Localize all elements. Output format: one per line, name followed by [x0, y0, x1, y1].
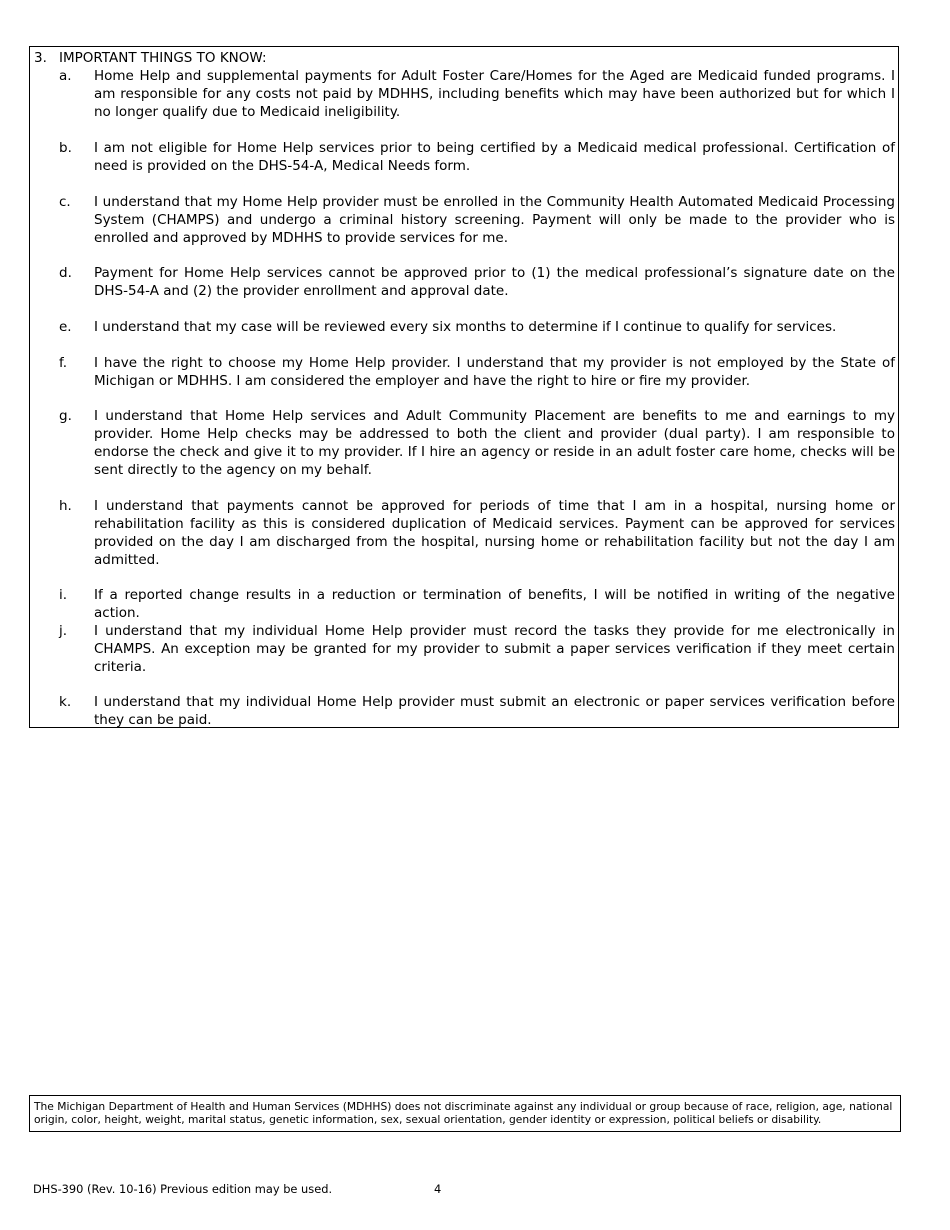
item-text: If a reported change results in a reduction or termination of benefits, I will be notified in writing of the negative action.	[94, 587, 895, 621]
item-text: I am not eligible for Home Help services prior to being certified by a Medicaid medical professional. Certification of need is provided on the DHS-54-A, Medical Needs form.	[94, 140, 895, 174]
nondiscrimination-notice: The Michigan Department of Health and Human Services (MDHHS) does not discriminate against any individual or group because of race, religion, age, national origin, color, height, weight, marital status, genetic information, sex, sexual orientation, gender identity or expression, political beliefs or disability.	[29, 1095, 901, 1132]
item-text: Home Help and supplemental payments for Adult Foster Care/Homes for the Aged are Medicaid funded programs. I am responsible for any costs not paid by MDHHS, including benefits which may have been authorized but for which I no longer qualify due to Medicaid ineligibility.	[94, 68, 895, 120]
item-letter: a.	[59, 68, 72, 84]
list-item-f	[59, 354, 895, 390]
section-number: 3.	[34, 50, 47, 66]
section-heading	[34, 49, 267, 67]
item-letter: k.	[59, 694, 72, 710]
list-item-h	[59, 497, 895, 569]
item-text: I understand that Home Help services and Adult Community Placement are benefits to me and earnings to my provider. Home Help checks may be addressed to both the client and provider (dual party). I am responsible to endorse the check and give it to my provider. If I hire an agency or reside in an adult foster care home, checks will be sent directly to the agency on my behalf.	[94, 408, 895, 478]
item-letter: j.	[59, 623, 68, 639]
list-item-a	[59, 67, 895, 121]
item-letter: i.	[59, 587, 68, 603]
form-number: DHS-390 (Rev. 10-16) Previous edition may be used.	[33, 1182, 333, 1196]
list-item-e	[59, 318, 895, 336]
list-item-g	[59, 407, 895, 479]
list-item-k	[59, 693, 895, 729]
item-letter: e.	[59, 319, 72, 335]
item-text: I understand that my Home Help provider must be enrolled in the Community Health Automated Medicaid Processing System (CHAMPS) and undergo a criminal history screening. Payment will only be made to the provider who is enrolled and approved by MDHHS to provide services for me.	[94, 194, 895, 246]
item-letter: h.	[59, 498, 72, 514]
list-item-b	[59, 139, 895, 175]
item-letter: d.	[59, 265, 72, 281]
item-letter: b.	[59, 140, 72, 156]
item-letter: c.	[59, 194, 71, 210]
list-item-i	[59, 586, 895, 622]
item-letter: g.	[59, 408, 72, 424]
item-text: I understand that my individual Home Help provider must record the tasks they provide for me electronically in CHAMPS. An exception may be granted for my provider to submit a paper services verification if they meet certain criteria.	[94, 623, 895, 675]
list-item-c	[59, 193, 895, 247]
list-item-d	[59, 264, 895, 300]
list-item-j	[59, 622, 895, 676]
item-letter: f.	[59, 355, 68, 371]
item-text: Payment for Home Help services cannot be approved prior to (1) the medical professional’s signature date on the DHS-54-A and (2) the provider enrollment and approval date.	[94, 265, 895, 299]
page-number: 4	[434, 1182, 442, 1196]
important-things-section	[29, 46, 899, 728]
item-text: I understand that my individual Home Help provider must submit an electronic or paper services verification before they can be paid.	[94, 694, 895, 728]
section-title: IMPORTANT THINGS TO KNOW:	[59, 50, 267, 66]
item-text: I have the right to choose my Home Help provider. I understand that my provider is not employed by the State of Michigan or MDHHS. I am considered the employer and have the right to hire or fire my provider.	[94, 355, 895, 389]
item-text: I understand that payments cannot be approved for periods of time that I am in a hospital, nursing home or rehabilitation facility as this is considered duplication of Medicaid services. Payment can be approved for services provided on the day I am discharged from the hospital, nursing home or rehabilitation facility but not the day I am admitted.	[94, 498, 895, 568]
item-text: I understand that my case will be reviewed every six months to determine if I continue to qualify for services.	[94, 319, 837, 335]
